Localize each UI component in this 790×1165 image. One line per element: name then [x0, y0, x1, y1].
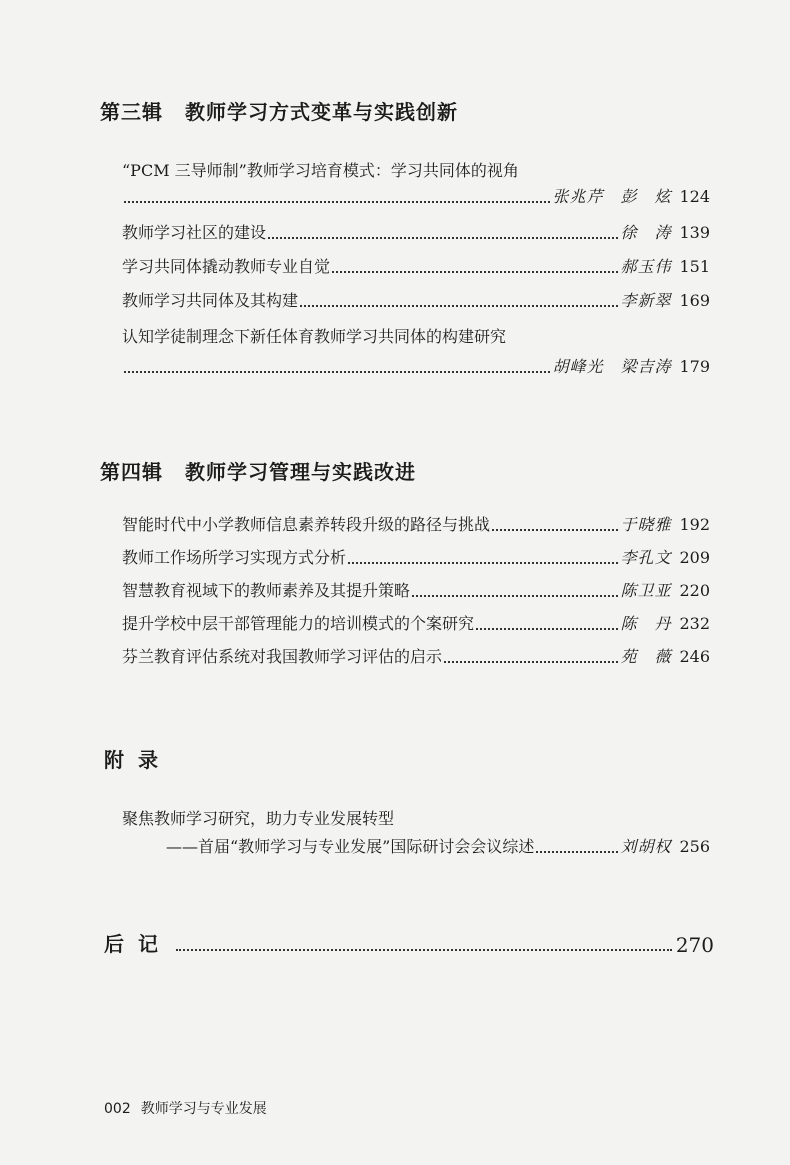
toc-entry-author: 陈 丹	[620, 614, 672, 633]
toc-entry-author: 李孔文	[620, 548, 672, 567]
appendix-heading: 附录	[104, 748, 172, 772]
page-footer	[104, 1098, 267, 1118]
toc-entry-author: 郝玉伟	[620, 257, 672, 276]
toc-entry-page: 124	[679, 187, 710, 206]
part-4-heading	[100, 456, 416, 485]
toc-entry[interactable]	[122, 514, 710, 536]
toc-entry-author: 苑 薇	[620, 647, 672, 666]
leader-dots	[124, 370, 550, 373]
toc-entry[interactable]	[122, 580, 710, 602]
toc-entry-author: 胡峰光 梁吉涛	[552, 357, 672, 376]
toc-entry-page: 139	[679, 223, 710, 242]
toc-entry-author: 刘胡权	[620, 837, 672, 856]
toc-entry-title: “PCM 三导师制”教师学习培育模式：学习共同体的视角	[122, 161, 519, 180]
toc-entry[interactable]	[122, 256, 710, 278]
appendix-title: 聚焦教师学习研究，助力专业发展转型	[122, 809, 395, 828]
toc-entry[interactable]	[122, 290, 710, 312]
toc-entry[interactable]	[122, 186, 710, 208]
leader-dots	[476, 627, 618, 630]
toc-entry-author: 于晓雅	[620, 515, 672, 534]
leader-dots	[268, 236, 618, 239]
toc-entry-author: 张兆芹 彭 炫	[552, 187, 672, 206]
appendix-subtitle: ——首届“教师学习与专业发展”国际研讨会会议综述	[166, 837, 535, 856]
toc-entry-author: 陈卫亚	[620, 581, 672, 600]
part-3-number: 第三辑	[100, 100, 163, 124]
leader-dots	[536, 850, 618, 853]
leader-dots	[300, 304, 618, 307]
toc-entry-page: 256	[679, 837, 710, 856]
toc-entry[interactable]	[122, 547, 710, 569]
toc-entry-title: 认知学徒制理念下新任体育教师学习共同体的构建研究	[122, 327, 507, 346]
toc-entry-author: 徐 涛	[620, 223, 672, 242]
leader-dots	[332, 270, 618, 273]
toc-entry[interactable]	[122, 646, 710, 668]
toc-entry-page: 192	[679, 515, 710, 534]
leader-dots	[348, 561, 618, 564]
postscript-entry[interactable]	[104, 928, 714, 957]
toc-entry[interactable]	[122, 222, 710, 244]
part-4-number: 第四辑	[100, 460, 163, 484]
toc-entry-title: 提升学校中层干部管理能力的培训模式的个案研究	[122, 614, 475, 633]
folio-number: 002	[104, 1101, 131, 1117]
toc-entry-title: 芬兰教育评估系统对我国教师学习评估的启示	[122, 647, 443, 666]
toc-entry-page: 220	[679, 581, 710, 600]
leader-dots	[492, 528, 618, 531]
toc-entry-author: 李新翠	[620, 291, 672, 310]
part-3-heading	[100, 96, 458, 125]
toc-entry[interactable]	[122, 613, 710, 635]
toc-entry[interactable]	[122, 356, 710, 378]
toc-entry-page: 246	[679, 647, 710, 666]
running-title: 教师学习与专业发展	[140, 1101, 267, 1117]
part-4-title: 教师学习管理与实践改进	[185, 460, 416, 484]
leader-dots	[124, 200, 550, 203]
toc-entry-page: 209	[679, 548, 710, 567]
toc-entry[interactable]	[166, 836, 710, 858]
leader-dots	[444, 660, 618, 663]
postscript-page: 270	[675, 933, 714, 957]
leader-dots	[412, 594, 618, 597]
part-3-title: 教师学习方式变革与实践创新	[185, 100, 458, 124]
toc-entry-page: 179	[679, 357, 710, 376]
postscript-label: 后记	[104, 932, 172, 956]
toc-entry-page: 232	[679, 614, 710, 633]
toc-entry-title: 智能时代中小学教师信息素养转段升级的路径与挑战	[122, 515, 491, 534]
toc-entry-page: 151	[679, 257, 710, 276]
toc-entry-title: 学习共同体撬动教师专业自觉	[122, 257, 331, 276]
toc-entry-title: 教师学习社区的建设	[122, 223, 267, 242]
toc-entry-title: 智慧教育视域下的教师素养及其提升策略	[122, 581, 411, 600]
toc-entry-page: 169	[679, 291, 710, 310]
toc-entry-title: 教师工作场所学习实现方式分析	[122, 548, 347, 567]
toc-entry-title: 教师学习共同体及其构建	[122, 291, 299, 310]
leader-dots	[176, 948, 672, 951]
